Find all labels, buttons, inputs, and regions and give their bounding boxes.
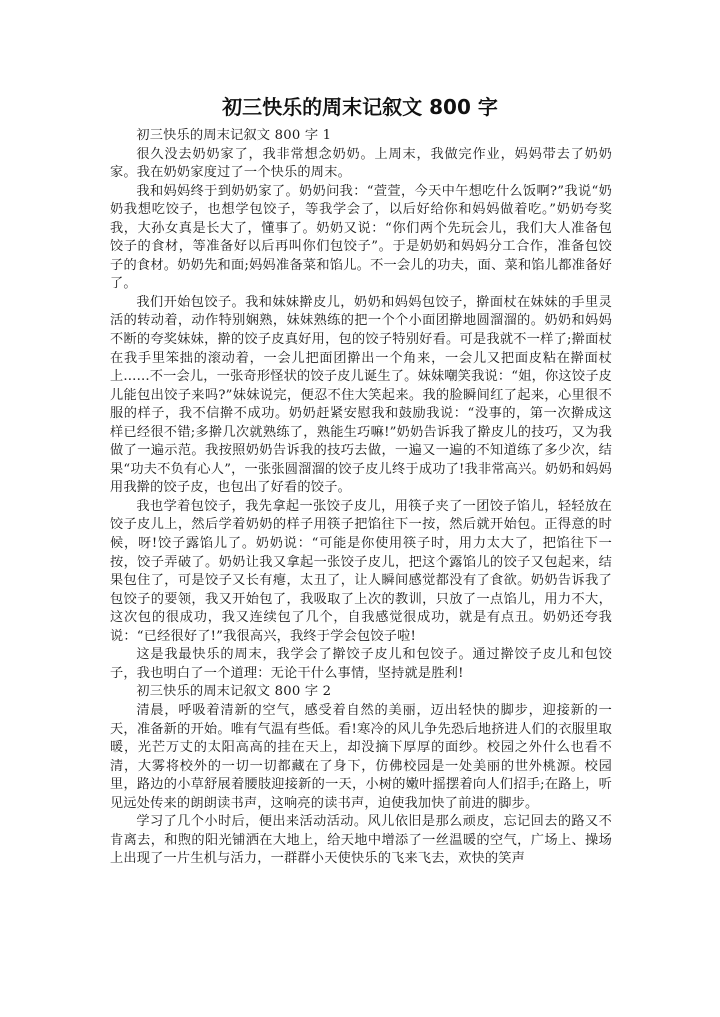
document-body bbox=[110, 127, 612, 869]
paragraph: 这是我最快乐的周末，我学会了擀饺子皮儿和包饺子。通过擀饺子皮儿和包饺子，我也明白了一个道理：无论干什么事情，坚持就是胜利! bbox=[110, 647, 612, 681]
section-heading: 初三快乐的周末记叙文 800 字 2 bbox=[136, 684, 332, 700]
paragraph: 很久没去奶奶家了，我非常想念奶奶。上周末，我做完作业，妈妈带去了奶奶家。我在奶奶家度过了一个快乐的周末。 bbox=[110, 146, 612, 181]
document-title: 初三快乐的周末记叙文 800 字 bbox=[222, 95, 498, 119]
section-heading: 初三快乐的周末记叙文 800 字 1 bbox=[136, 128, 332, 143]
paragraph: 我也学着包饺子，我先拿起一张饺子皮儿，用筷子夹了一团饺子馅儿，轻轻放在饺子皮儿上，然后学着奶奶的样子用筷子把馅往下一按，然后就开始包。正得意的时候，呀!饺子露馅儿了。奶奶说：“可能是你使用筷子时，用力太大了，把馅往下一按，饺子弄破了。奶奶让我又拿起一张饺子皮儿，把这个露馅儿的饺子又包起来，结果包住了，可是饺子又长有瘪，太丑了，让人瞬间感觉都没有了食欲。奶奶告诉我了包饺子的要领，我又开始包了，我吸取了上次的教训，只放了一点馅儿，用力不大，这次包的很成功，我又连续包了几个，自我感觉很成功，就是有点丑。奶奶还夸我说：“已经很好了!”我很高兴，我终于学会包饺子啦! bbox=[110, 498, 612, 644]
paragraph: 我和妈妈终于到奶奶家了。奶奶问我：“萱萱，今天中午想吃什么饭啊?”我说“奶奶我想吃饺子，也想学包饺子，等我学会了，以后好给你和妈妈做着吃。”奶奶夸奖我，大孙女真是长大了，懂事了。奶奶又说：“你们两个先玩会儿，我们大人准备包饺子的食材，等准备好以后再叫你们包饺子”。于是奶奶和妈妈分工合作，准备包饺子的食材。奶奶先和面;妈妈准备菜和馅儿。不一会儿的功夫，面、菜和馅儿都准备好了。 bbox=[110, 183, 612, 292]
paragraph: 学习了几个小时后，便出来活动活动。风儿依旧是那么顽皮，忘记回去的路又不肯离去，和煦的阳光铺洒在大地上，给天地中增添了一丝温暖的空气，广场上、操场上出现了一片生机与活力，一群群小天使快乐的飞来飞去，欢快的笑声 bbox=[110, 814, 612, 867]
paragraph: 我们开始包饺子。我和妹妹擀皮儿，奶奶和妈妈包饺子，擀面杖在妹妹的手里灵活的转动着，动作特别娴熟，妹妹熟练的把一个个小面团擀地圆溜溜的。奶奶和妈妈不断的夸奖妹妹，擀的饺子皮真好用，包的饺子特别好看。可是我就不一样了;擀面杖在我手里笨拙的滚动着，一会儿把面团擀出一个角来，一会儿又把面皮粘在擀面杖上......不一会儿，一张奇形怪状的饺子皮儿诞生了。妹妹嘲笑我说：“姐，你这饺子皮儿能包出饺子来吗?”妹妹说完，便忍不住大笑起来。我的脸瞬间红了起来，心里很不服的样子，我不信擀不成功。奶奶赶紧安慰我和鼓励我说：“没事的，第一次擀成这样已经很不错;多擀几次就熟练了，熟能生巧嘛!”奶奶告诉我了擀皮儿的技巧，又为我做了一遍示范。我按照奶奶告诉我的技巧去做，一遍又一遍的不知道练了多少次，结果“功夫不负有心人”，一张张圆溜溜的饺子皮儿终于成功了!我非常高兴。奶奶和妈妈用我擀的饺子皮，也包出了好看的饺子。 bbox=[110, 294, 612, 496]
paragraph: 清晨，呼吸着清新的空气，感受着自然的美丽，迈出轻快的脚步，迎接新的一天，准备新的开始。唯有气温有些低。看!寒冷的风儿争先恐后地挤进人们的衣服里取暖，光芒万丈的太阳高高的挂在天上，却没摘下厚厚的面纱。校园之外什么也看不清，大雾将校外的一切一切都藏在了身下，仿佛校园是一处美丽的世外桃源。校园里，路边的小草舒展着腰肢迎接新的一天，小树的嫩叶摇摆着向人们招手;在路上，听见远处传来的朗朗读书声，这响亮的读书声，迫使我加快了前进的脚步。 bbox=[110, 702, 612, 811]
